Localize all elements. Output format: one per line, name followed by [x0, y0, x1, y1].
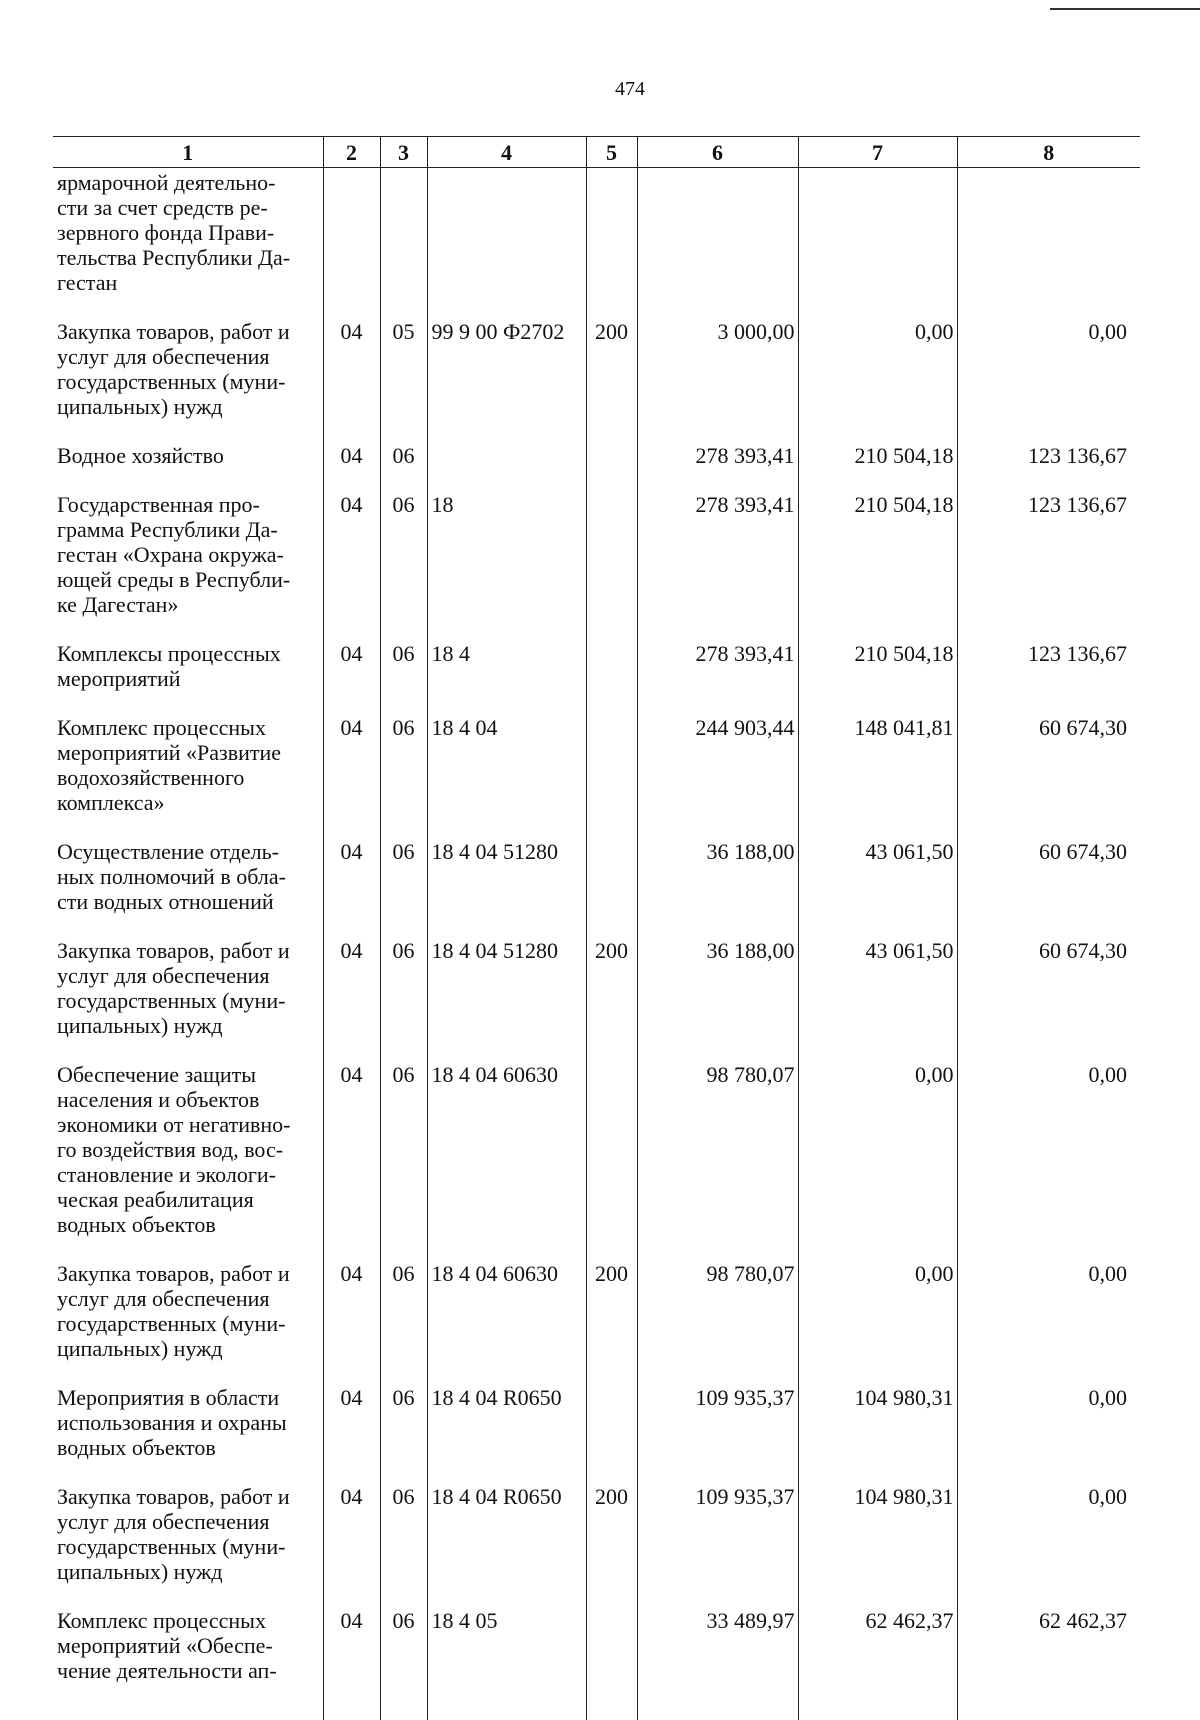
amount-col-6-cell: 36 188,00: [637, 837, 798, 936]
section-code-cell: 04: [323, 441, 380, 490]
amount-col-6-cell: 278 393,41: [637, 490, 798, 639]
row-name-line: зервного фонда Прави-: [57, 220, 319, 245]
target-article-cell: 18 4 04 60630: [427, 1060, 586, 1259]
row-name-line: Комплексы процессных: [57, 641, 319, 666]
amount-col-8-cell: 123 136,67: [957, 441, 1140, 490]
row-name-line: ющей среды в Республи-: [57, 567, 319, 592]
expense-type-cell: [586, 837, 637, 936]
expense-type-cell: [586, 441, 637, 490]
amount-col-7-cell: 0,00: [798, 1060, 957, 1259]
expense-type-cell: 200: [586, 1259, 637, 1383]
table-row: [53, 1482, 1140, 1606]
row-name-line: Закупка товаров, работ и: [57, 938, 319, 963]
amount-col-8-cell: 0,00: [957, 1482, 1140, 1606]
row-name-line: водных объектов: [57, 1435, 319, 1460]
amount-col-6-cell: 33 489,97: [637, 1606, 798, 1720]
row-name-line: Водное хозяйство: [57, 443, 319, 468]
amount-col-8-cell: 123 136,67: [957, 490, 1140, 639]
row-name-cell: [53, 713, 323, 837]
subsection-code-cell: 06: [380, 1482, 427, 1606]
section-code-cell: 04: [323, 837, 380, 936]
row-name-line: ципальных) нужд: [57, 394, 319, 419]
amount-col-6-cell: 3 000,00: [637, 317, 798, 441]
section-code-cell: 04: [323, 1482, 380, 1606]
amount-col-7-cell: 43 061,50: [798, 936, 957, 1060]
row-name-line: Закупка товаров, работ и: [57, 1261, 319, 1286]
amount-col-7-cell: 104 980,31: [798, 1383, 957, 1482]
header-col-5: 5: [586, 137, 637, 168]
amount-col-7-cell: 43 061,50: [798, 837, 957, 936]
row-name-line: услуг для обеспечения: [57, 344, 319, 369]
budget-table-container: [53, 136, 1140, 1720]
row-name-line: мероприятий «Развитие: [57, 740, 319, 765]
expense-type-cell: [586, 490, 637, 639]
amount-col-8-cell: 60 674,30: [957, 837, 1140, 936]
table-row: [53, 441, 1140, 490]
row-name-line: мероприятий «Обеспе-: [57, 1633, 319, 1658]
amount-col-7-cell: 62 462,37: [798, 1606, 957, 1720]
expense-type-cell: [586, 1060, 637, 1259]
section-code-cell: 04: [323, 1606, 380, 1720]
row-name-line: Закупка товаров, работ и: [57, 1484, 319, 1509]
amount-col-7-cell: [798, 168, 957, 318]
page-number: 474: [0, 78, 1200, 101]
amount-col-7-cell: 148 041,81: [798, 713, 957, 837]
section-code-cell: 04: [323, 936, 380, 1060]
row-name-line: государственных (муни-: [57, 988, 319, 1013]
subsection-code-cell: 06: [380, 713, 427, 837]
row-name-line: го воздействия вод, вос-: [57, 1137, 319, 1162]
row-name-cell: [53, 1060, 323, 1259]
expense-type-cell: 200: [586, 936, 637, 1060]
amount-col-6-cell: 98 780,07: [637, 1259, 798, 1383]
expense-type-cell: 200: [586, 317, 637, 441]
table-row: [53, 168, 1140, 318]
amount-col-8-cell: 60 674,30: [957, 713, 1140, 837]
amount-col-8-cell: 0,00: [957, 1060, 1140, 1259]
amount-col-8-cell: 60 674,30: [957, 936, 1140, 1060]
row-name-line: гестан «Охрана окружа-: [57, 542, 319, 567]
target-article-cell: [427, 168, 586, 318]
amount-col-7-cell: 210 504,18: [798, 490, 957, 639]
target-article-cell: 18 4 04: [427, 713, 586, 837]
row-name-cell: [53, 936, 323, 1060]
target-article-cell: [427, 441, 586, 490]
section-code-cell: 04: [323, 317, 380, 441]
expense-type-cell: [586, 713, 637, 837]
row-name-cell: [53, 1482, 323, 1606]
subsection-code-cell: 06: [380, 639, 427, 713]
section-code-cell: 04: [323, 713, 380, 837]
row-name-line: Комплекс процессных: [57, 715, 319, 740]
amount-col-8-cell: 0,00: [957, 1383, 1140, 1482]
subsection-code-cell: 06: [380, 936, 427, 1060]
row-name-line: Обеспечение защиты: [57, 1062, 319, 1087]
budget-table: [53, 136, 1140, 1720]
table-row: [53, 1259, 1140, 1383]
amount-col-7-cell: 104 980,31: [798, 1482, 957, 1606]
target-article-cell: 18 4: [427, 639, 586, 713]
subsection-code-cell: 06: [380, 1606, 427, 1720]
scan-edge-artifact: [1050, 8, 1200, 10]
row-name-line: ципальных) нужд: [57, 1013, 319, 1038]
row-name-line: сти водных отношений: [57, 889, 319, 914]
amount-col-8-cell: [957, 168, 1140, 318]
table-row: [53, 936, 1140, 1060]
expense-type-cell: [586, 1606, 637, 1720]
table-row: [53, 490, 1140, 639]
row-name-line: Мероприятия в области: [57, 1385, 319, 1410]
subsection-code-cell: 06: [380, 837, 427, 936]
amount-col-7-cell: 210 504,18: [798, 441, 957, 490]
row-name-line: населения и объектов: [57, 1087, 319, 1112]
row-name-cell: [53, 837, 323, 936]
target-article-cell: 18 4 04 R0650: [427, 1383, 586, 1482]
header-col-1: 1: [53, 137, 323, 168]
header-col-2: 2: [323, 137, 380, 168]
subsection-code-cell: 06: [380, 1383, 427, 1482]
header-col-4: 4: [427, 137, 586, 168]
amount-col-6-cell: 109 935,37: [637, 1482, 798, 1606]
amount-col-6-cell: 98 780,07: [637, 1060, 798, 1259]
row-name-line: водных объектов: [57, 1212, 319, 1237]
row-name-cell: [53, 168, 323, 318]
row-name-line: экономики от негативно-: [57, 1112, 319, 1137]
row-name-cell: [53, 1383, 323, 1482]
row-name-line: Закупка товаров, работ и: [57, 319, 319, 344]
row-name-line: ке Дагестан»: [57, 592, 319, 617]
table-row: [53, 1383, 1140, 1482]
header-row: [53, 137, 1140, 168]
row-name-line: Государственная про-: [57, 492, 319, 517]
table-row: [53, 713, 1140, 837]
row-name-line: услуг для обеспечения: [57, 963, 319, 988]
header-col-7: 7: [798, 137, 957, 168]
table-body: [53, 168, 1140, 1720]
amount-col-6-cell: 244 903,44: [637, 713, 798, 837]
subsection-code-cell: 06: [380, 1259, 427, 1383]
table-row: [53, 1060, 1140, 1259]
subsection-code-cell: 06: [380, 441, 427, 490]
amount-col-6-cell: 278 393,41: [637, 639, 798, 713]
row-name-cell: [53, 639, 323, 713]
target-article-cell: 18 4 04 60630: [427, 1259, 586, 1383]
section-code-cell: 04: [323, 639, 380, 713]
row-name-cell: [53, 441, 323, 490]
section-code-cell: 04: [323, 1259, 380, 1383]
table-row: [53, 317, 1140, 441]
target-article-cell: 18 4 04 R0650: [427, 1482, 586, 1606]
row-name-line: становление и экологи-: [57, 1162, 319, 1187]
row-name-cell: [53, 1606, 323, 1720]
row-name-line: водохозяйственного: [57, 765, 319, 790]
target-article-cell: 18 4 04 51280: [427, 936, 586, 1060]
row-name-line: государственных (муни-: [57, 1534, 319, 1559]
header-col-8: 8: [957, 137, 1140, 168]
row-name-line: сти за счет средств ре-: [57, 195, 319, 220]
row-name-line: ципальных) нужд: [57, 1336, 319, 1361]
row-name-line: гестан: [57, 270, 319, 295]
subsection-code-cell: [380, 168, 427, 318]
amount-col-7-cell: 0,00: [798, 1259, 957, 1383]
amount-col-8-cell: 62 462,37: [957, 1606, 1140, 1720]
section-code-cell: 04: [323, 1060, 380, 1259]
row-name-cell: [53, 490, 323, 639]
header-col-3: 3: [380, 137, 427, 168]
subsection-code-cell: 06: [380, 1060, 427, 1259]
amount-col-8-cell: 123 136,67: [957, 639, 1140, 713]
row-name-line: грамма Республики Да-: [57, 517, 319, 542]
row-name-line: комплекса»: [57, 790, 319, 815]
expense-type-cell: [586, 168, 637, 318]
row-name-line: мероприятий: [57, 666, 319, 691]
subsection-code-cell: 06: [380, 490, 427, 639]
subsection-code-cell: 05: [380, 317, 427, 441]
row-name-line: ярмарочной деятельно-: [57, 170, 319, 195]
row-name-line: Комплекс процессных: [57, 1608, 319, 1633]
row-name-line: государственных (муни-: [57, 1311, 319, 1336]
header-col-6: 6: [637, 137, 798, 168]
amount-col-7-cell: 0,00: [798, 317, 957, 441]
amount-col-6-cell: 278 393,41: [637, 441, 798, 490]
row-name-line: чение деятельности ап-: [57, 1658, 319, 1683]
row-name-line: ципальных) нужд: [57, 1559, 319, 1584]
row-name-cell: [53, 317, 323, 441]
row-name-line: государственных (муни-: [57, 369, 319, 394]
amount-col-7-cell: 210 504,18: [798, 639, 957, 713]
target-article-cell: 18 4 05: [427, 1606, 586, 1720]
amount-col-8-cell: 0,00: [957, 317, 1140, 441]
amount-col-6-cell: 36 188,00: [637, 936, 798, 1060]
expense-type-cell: [586, 1383, 637, 1482]
amount-col-6-cell: 109 935,37: [637, 1383, 798, 1482]
row-name-line: услуг для обеспечения: [57, 1286, 319, 1311]
section-code-cell: 04: [323, 490, 380, 639]
row-name-line: тельства Республики Да-: [57, 245, 319, 270]
target-article-cell: 18 4 04 51280: [427, 837, 586, 936]
section-code-cell: 04: [323, 1383, 380, 1482]
table-row: [53, 1606, 1140, 1720]
section-code-cell: [323, 168, 380, 318]
row-name-line: ных полномочий в обла-: [57, 864, 319, 889]
table-row: [53, 837, 1140, 936]
amount-col-6-cell: [637, 168, 798, 318]
row-name-cell: [53, 1259, 323, 1383]
target-article-cell: 99 9 00 Ф2702: [427, 317, 586, 441]
expense-type-cell: 200: [586, 1482, 637, 1606]
table-row: [53, 639, 1140, 713]
row-name-line: услуг для обеспечения: [57, 1509, 319, 1534]
table-header: [53, 137, 1140, 168]
expense-type-cell: [586, 639, 637, 713]
row-name-line: использования и охраны: [57, 1410, 319, 1435]
row-name-line: Осуществление отдель-: [57, 839, 319, 864]
row-name-line: ческая реабилитация: [57, 1187, 319, 1212]
amount-col-8-cell: 0,00: [957, 1259, 1140, 1383]
target-article-cell: 18: [427, 490, 586, 639]
